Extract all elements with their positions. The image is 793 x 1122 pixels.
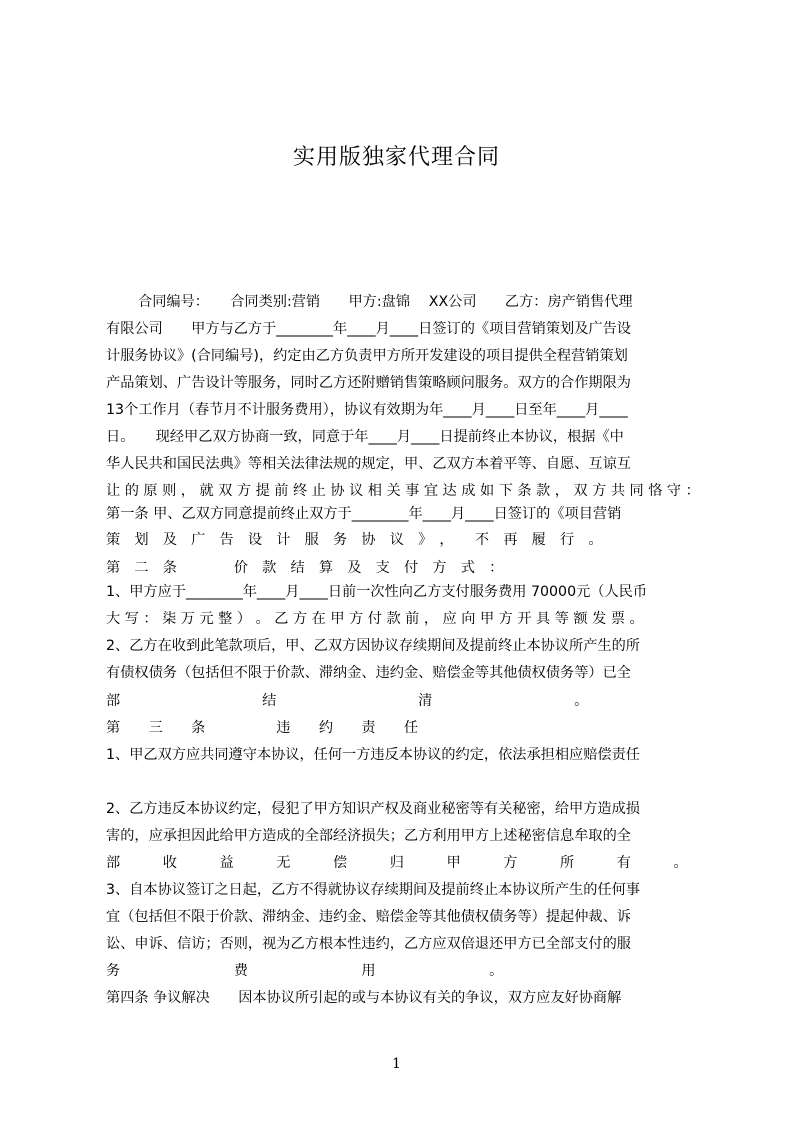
text-line: 有限公司 甲方与乙方于________年____月____日签订的《项目营销策划及广告设 bbox=[106, 321, 631, 337]
text-line: 2、乙方违反本协议约定，侵犯了甲方知识产权及商业秘密等有关秘密，给甲方造成损 bbox=[106, 801, 640, 817]
text-line: 宜（包括但不限于价款、滞纳金、违约金、赔偿金等其他债权债务等）提起仲裁、诉 bbox=[106, 909, 631, 925]
text-line: 第一条 甲、乙双方同意提前终止双方于________年____月____日签订的《项目营销 bbox=[106, 506, 622, 522]
text-line: 策 划 及 广 告 设 计 服 务 协 议 》 ， 不 再 履 行 。 bbox=[106, 532, 603, 548]
text-line: 有债权债务（包括但不限于价款、滞纳金、违约金、赔偿金等其他债权债务等）已全 bbox=[106, 665, 631, 681]
text-line: 部 收 益 无 偿 归 甲 方 所 有 。 bbox=[106, 855, 688, 871]
text-line: 计服务协议》(合同编号)，约定由乙方负责甲方所开发建设的项目提供全程营销策划 bbox=[106, 348, 628, 364]
text-line: 第 二 条 价 款 结 算 及 支 付 方 式 ： bbox=[106, 560, 504, 576]
text-line: 3、自本协议签订之日起，乙方不得就协议存续期间及提前终止本协议所产生的任何事 bbox=[106, 882, 640, 898]
text-line: 华人民共和国民法典》等相关法律法规的规定，甲、乙双方本着平等、自愿、互谅互 bbox=[106, 456, 631, 472]
text-line: 第 三 条 违 约 责 任 bbox=[106, 720, 419, 736]
text-line: 讼、申诉、信访；否则，视为乙方根本性违约，乙方应双倍退还甲方已全部支付的服 bbox=[106, 936, 631, 952]
page-number: 1 bbox=[392, 1056, 401, 1072]
text-line: 让 的 原 则 ， 就 双 方 提 前 终 止 协 议 相 关 事 宜 达 成 如 下 条 款 ， 双 方 共 同 恪 守 ： bbox=[106, 483, 700, 499]
text-line: 产品策划、广告设计等服务，同时乙方还附赠销售策略顾问服务。双方的合作期限为 bbox=[106, 375, 631, 391]
text-line: 合同编号： 合同类别:营销 甲方:盘锦 XX公司 乙方：房产销售代理 bbox=[138, 294, 633, 310]
text-line: 部 结 清 。 bbox=[106, 693, 589, 709]
text-line: 务 费 用 。 bbox=[106, 963, 504, 979]
text-line: 1、甲方应于________年____月____日前一次性向乙方支付服务费用 70000元（人民币 bbox=[106, 584, 648, 600]
text-line: 大 写 ： 柒 万 元 整 ） 。 乙 方 在 甲 方 付 款 前 ， 应 向 甲 方 开 具 等 额 发 票 。 bbox=[106, 611, 644, 627]
text-line: 第四条 争议解决 因本协议所引起的或与本协议有关的争议，双方应友好协商解 bbox=[106, 990, 622, 1006]
text-line: 日。 现经甲乙双方协商一致，同意于年____月____日提前终止本协议，根据《中 bbox=[106, 429, 624, 445]
document-title: 实用版独家代理合同 bbox=[292, 145, 500, 170]
text-line: 害的，应承担因此给甲方造成的全部经济损失；乙方利用甲方上述秘密信息牟取的全 bbox=[106, 828, 631, 844]
text-line: 13个工作月（春节月不计服务费用），协议有效期为年____月____日至年____月____ bbox=[106, 402, 628, 418]
text-line: 1、甲乙双方应共同遵守本协议，任何一方违反本协议的约定，依法承担相应赔偿责任 bbox=[106, 747, 640, 763]
text-line: 2、乙方在收到此笔款项后，甲、乙双方因协议存续期间及提前终止本协议所产生的所 bbox=[106, 638, 640, 654]
